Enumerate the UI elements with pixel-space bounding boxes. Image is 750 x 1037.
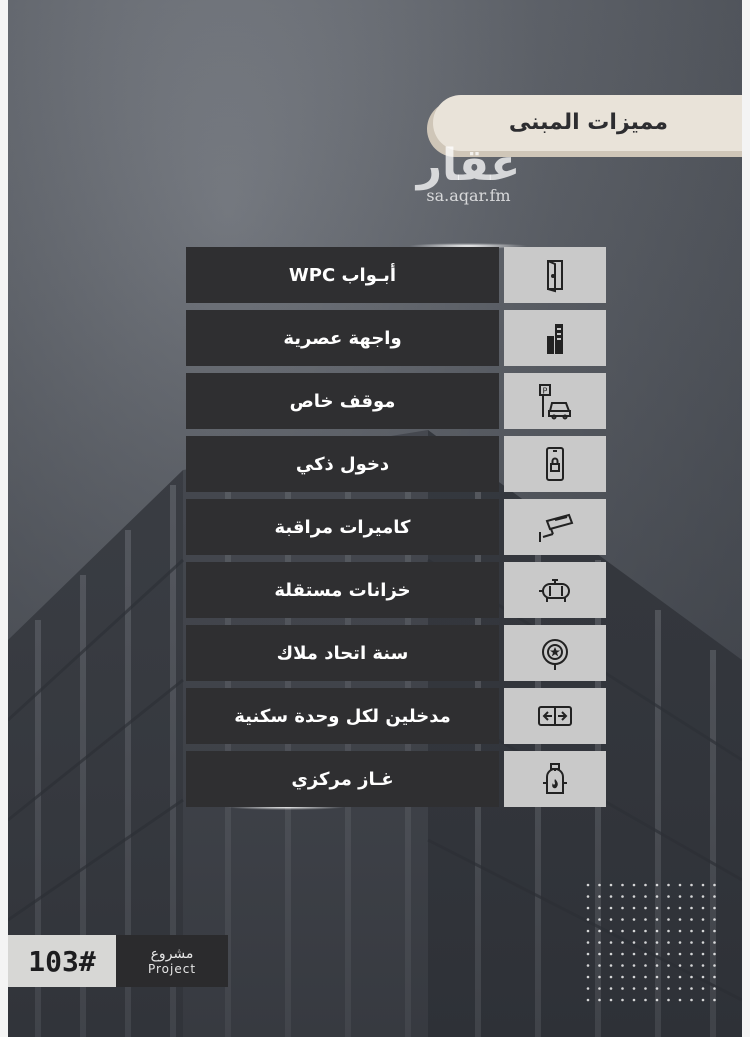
feature-label: مدخلين لكل وحدة سكنية [186,688,499,744]
feature-icon-box [504,562,606,618]
feature-label: أبـواب WPC [186,247,499,303]
feature-icon-box [504,373,606,429]
feature-label: سنة اتحاد ملاك [186,625,499,681]
project-label [116,935,228,987]
feature-icon-box [504,436,606,492]
feature-row-central-gas [186,751,606,807]
feature-row-two-entrances [186,688,606,744]
gas-icon [535,759,575,799]
parking-car-icon [535,381,575,421]
feature-label: كاميرات مراقبة [186,499,499,555]
feature-label: واجهة عصرية [186,310,499,366]
watermark-url: sa.aqar.fm [426,186,511,205]
project-label-ar: مشروع [150,946,194,962]
feature-row-smart-entry [186,436,606,492]
feature-row-owners-association [186,625,606,681]
badge-star-icon [535,633,575,673]
section-title: مميزات المبنى [508,110,668,135]
feature-row-facade [186,310,606,366]
feature-label: خزانات مستقلة [186,562,499,618]
project-number: 103# [8,935,116,987]
feature-label: دخول ذكي [186,436,499,492]
watermark-logo: عقار [416,140,521,191]
feature-icon-box [504,625,606,681]
two-entrances-icon [535,696,575,736]
feature-row-wpc-doors [186,247,606,303]
feature-icon-box [504,751,606,807]
feature-row-cameras [186,499,606,555]
smartphone-lock-icon [535,444,575,484]
features-list [186,247,606,814]
door-icon [535,255,575,295]
feature-icon-box [504,247,606,303]
feature-label: غـاز مركزي [186,751,499,807]
water-tank-icon [535,570,575,610]
feature-label: موقف خاص [186,373,499,429]
feature-icon-box [504,688,606,744]
feature-icon-box [504,499,606,555]
flyer-page [8,0,742,1037]
svg-text:P: P [542,386,548,396]
project-label-en: Project [147,962,197,976]
dot-pattern-decoration [583,880,723,1010]
feature-row-tanks [186,562,606,618]
building-icon [535,318,575,358]
cctv-camera-icon [535,507,575,547]
feature-row-parking [186,373,606,429]
feature-icon-box [504,310,606,366]
aqar-watermark [406,140,531,205]
project-number-badge [8,935,228,987]
